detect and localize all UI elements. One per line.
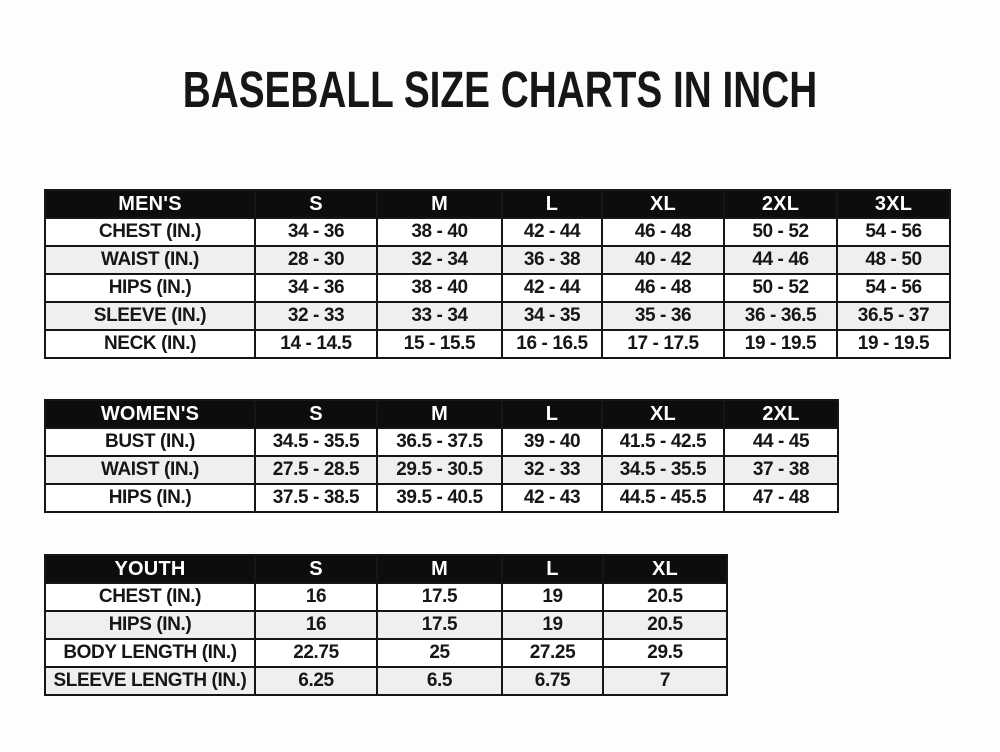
header-row: [45, 555, 727, 583]
page-title: BASEBALL SIZE CHARTS IN INCH: [182, 61, 818, 118]
size-value-cell: 37 - 38: [724, 456, 838, 484]
size-value-cell: 16 - 16.5: [502, 330, 602, 358]
size-column-header: M: [377, 190, 502, 218]
size-column-header: XL: [603, 555, 727, 583]
row-label: SLEEVE (IN.): [45, 302, 255, 330]
size-column-header: L: [502, 190, 602, 218]
size-value-cell: 34 - 36: [255, 274, 377, 302]
size-value-cell: 16: [255, 583, 377, 611]
row-label: CHEST (IN.): [45, 583, 255, 611]
size-column-header: S: [255, 555, 377, 583]
size-value-cell: 29.5: [603, 639, 727, 667]
row-label: HIPS (IN.): [45, 611, 255, 639]
group-header: WOMEN'S: [45, 400, 255, 428]
size-value-cell: 42 - 44: [502, 274, 602, 302]
table-row: [45, 484, 838, 512]
row-label: BODY LENGTH (IN.): [45, 639, 255, 667]
size-value-cell: 29.5 - 30.5: [377, 456, 502, 484]
youth-size-table: [44, 554, 728, 696]
header-row: [45, 400, 838, 428]
size-value-cell: 32 - 34: [377, 246, 502, 274]
size-value-cell: 44.5 - 45.5: [602, 484, 724, 512]
mens-size-table: [44, 189, 951, 359]
group-header: YOUTH: [45, 555, 255, 583]
table-row: [45, 639, 727, 667]
size-value-cell: 20.5: [603, 611, 727, 639]
size-value-cell: 47 - 48: [724, 484, 838, 512]
size-value-cell: 36 - 38: [502, 246, 602, 274]
size-value-cell: 20.5: [603, 583, 727, 611]
size-value-cell: 34 - 36: [255, 218, 377, 246]
size-column-header: S: [255, 190, 377, 218]
size-value-cell: 27.5 - 28.5: [255, 456, 377, 484]
size-value-cell: 6.75: [502, 667, 603, 695]
size-value-cell: 19 - 19.5: [724, 330, 837, 358]
size-column-header: M: [377, 400, 502, 428]
table-row: [45, 611, 727, 639]
size-value-cell: 25: [377, 639, 502, 667]
size-value-cell: 33 - 34: [377, 302, 502, 330]
size-value-cell: 16: [255, 611, 377, 639]
size-value-cell: 15 - 15.5: [377, 330, 502, 358]
womens-size-table: [44, 399, 839, 513]
row-label: HIPS (IN.): [45, 274, 255, 302]
size-value-cell: 41.5 - 42.5: [602, 428, 724, 456]
size-value-cell: 34.5 - 35.5: [255, 428, 377, 456]
size-value-cell: 35 - 36: [602, 302, 724, 330]
size-value-cell: 44 - 46: [724, 246, 837, 274]
size-value-cell: 38 - 40: [377, 274, 502, 302]
size-value-cell: 40 - 42: [602, 246, 724, 274]
size-value-cell: 50 - 52: [724, 218, 837, 246]
size-column-header: S: [255, 400, 377, 428]
size-column-header: M: [377, 555, 502, 583]
table-row: [45, 218, 950, 246]
row-label: WAIST (IN.): [45, 246, 255, 274]
table-row: [45, 274, 950, 302]
size-value-cell: 27.25: [502, 639, 603, 667]
size-value-cell: 39 - 40: [502, 428, 602, 456]
size-column-header: XL: [602, 190, 724, 218]
group-header: MEN'S: [45, 190, 255, 218]
size-value-cell: 22.75: [255, 639, 377, 667]
size-column-header: L: [502, 555, 603, 583]
size-value-cell: 37.5 - 38.5: [255, 484, 377, 512]
size-value-cell: 17.5: [377, 583, 502, 611]
table-row: [45, 583, 727, 611]
size-value-cell: 7: [603, 667, 727, 695]
size-column-header: L: [502, 400, 602, 428]
size-value-cell: 32 - 33: [255, 302, 377, 330]
table-row: [45, 330, 950, 358]
header-row: [45, 190, 950, 218]
size-value-cell: 46 - 48: [602, 218, 724, 246]
row-label: HIPS (IN.): [45, 484, 255, 512]
size-value-cell: 48 - 50: [837, 246, 950, 274]
table-row: [45, 667, 727, 695]
table-row: [45, 302, 950, 330]
size-value-cell: 17 - 17.5: [602, 330, 724, 358]
size-value-cell: 36 - 36.5: [724, 302, 837, 330]
size-value-cell: 36.5 - 37.5: [377, 428, 502, 456]
size-value-cell: 19 - 19.5: [837, 330, 950, 358]
size-value-cell: 46 - 48: [602, 274, 724, 302]
size-value-cell: 39.5 - 40.5: [377, 484, 502, 512]
table-row: [45, 456, 838, 484]
table-row: [45, 246, 950, 274]
size-value-cell: 6.25: [255, 667, 377, 695]
size-value-cell: 32 - 33: [502, 456, 602, 484]
row-label: SLEEVE LENGTH (IN.): [45, 667, 255, 695]
size-value-cell: 54 - 56: [837, 274, 950, 302]
size-value-cell: 38 - 40: [377, 218, 502, 246]
size-column-header: 2XL: [724, 190, 837, 218]
size-value-cell: 44 - 45: [724, 428, 838, 456]
size-column-header: 3XL: [837, 190, 950, 218]
size-value-cell: 54 - 56: [837, 218, 950, 246]
row-label: BUST (IN.): [45, 428, 255, 456]
size-value-cell: 6.5: [377, 667, 502, 695]
size-value-cell: 36.5 - 37: [837, 302, 950, 330]
table-row: [45, 428, 838, 456]
size-column-header: 2XL: [724, 400, 838, 428]
size-value-cell: 42 - 44: [502, 218, 602, 246]
row-label: WAIST (IN.): [45, 456, 255, 484]
size-value-cell: 28 - 30: [255, 246, 377, 274]
size-value-cell: 19: [502, 611, 603, 639]
size-value-cell: 17.5: [377, 611, 502, 639]
size-value-cell: 42 - 43: [502, 484, 602, 512]
size-value-cell: 14 - 14.5: [255, 330, 377, 358]
size-value-cell: 34.5 - 35.5: [602, 456, 724, 484]
size-column-header: XL: [602, 400, 724, 428]
row-label: NECK (IN.): [45, 330, 255, 358]
size-value-cell: 50 - 52: [724, 274, 837, 302]
row-label: CHEST (IN.): [45, 218, 255, 246]
size-value-cell: 19: [502, 583, 603, 611]
size-value-cell: 34 - 35: [502, 302, 602, 330]
